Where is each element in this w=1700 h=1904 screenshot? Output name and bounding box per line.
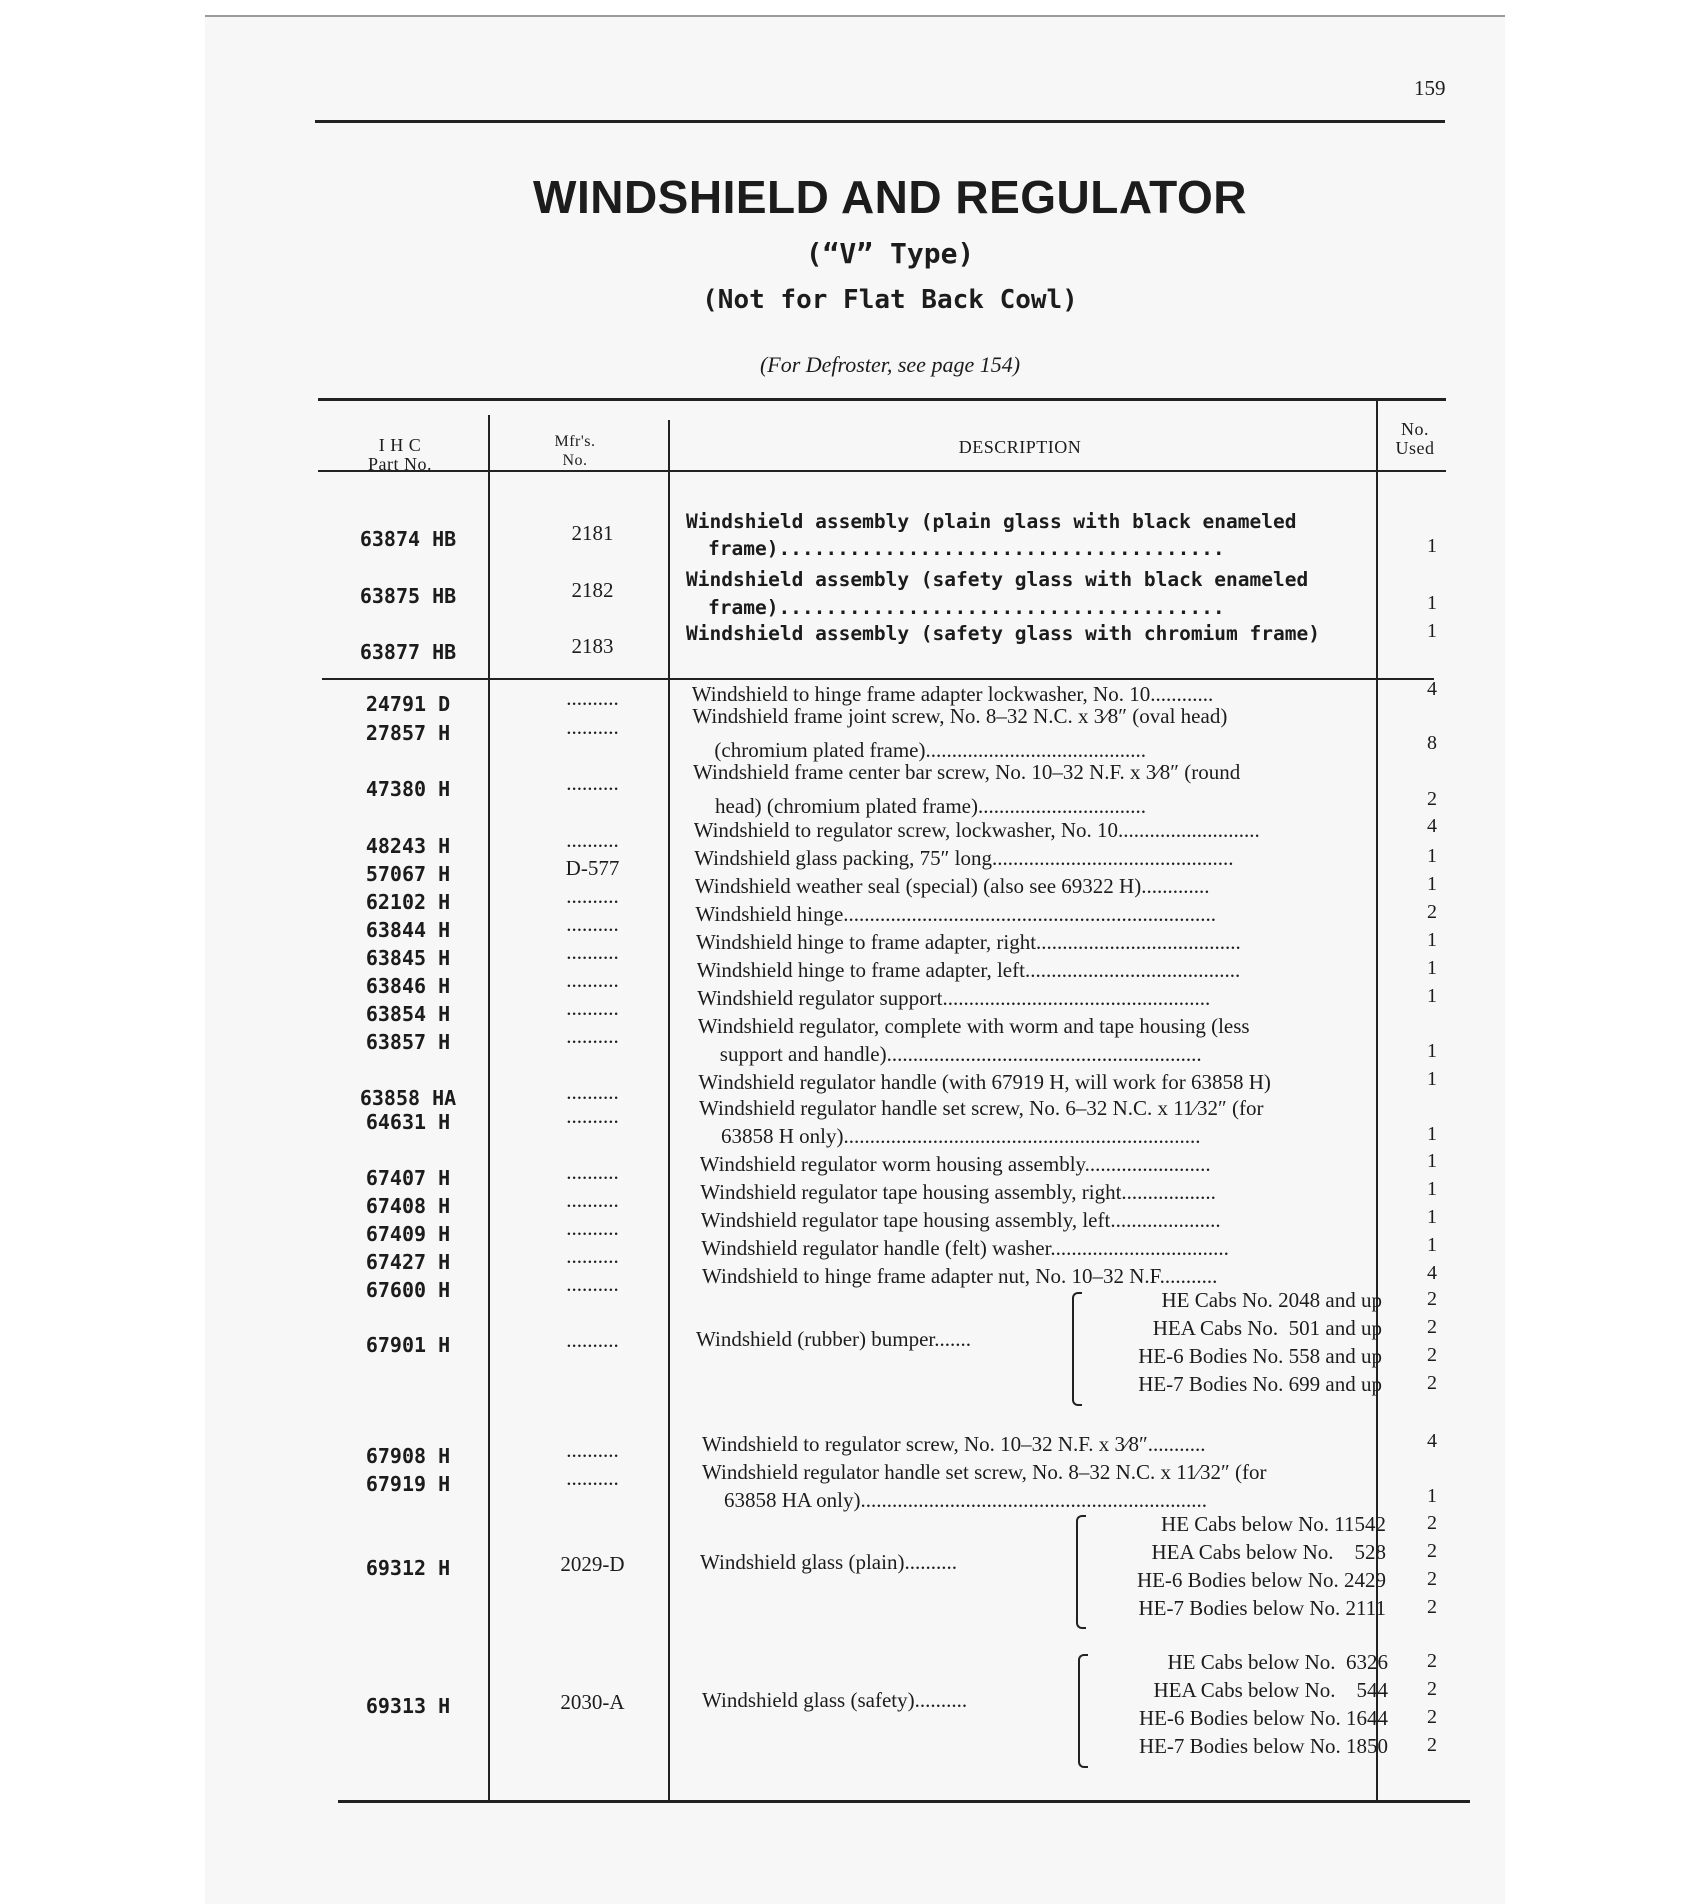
mfr-number: .......... — [566, 1104, 619, 1128]
description-continued: (chromium plated frame).......................................... — [714, 738, 1146, 762]
mfr-number: .......... — [566, 1438, 619, 1462]
application-label: HE-7 Bodies No. 699 and up — [1138, 1372, 1382, 1396]
mfr-number: .......... — [566, 912, 619, 936]
description: Windshield to regulator screw, lockwasher, No. 10........................... — [693, 818, 1260, 842]
part-number: 47380 H — [365, 777, 451, 801]
mfr-number: .......... — [566, 1080, 619, 1104]
part-number: 67600 H — [365, 1278, 451, 1302]
application-label: HE Cabs No. 2048 and up — [1161, 1288, 1382, 1312]
mfr-number: .......... — [566, 1328, 619, 1352]
application-label: HE-6 Bodies below No. 1644 — [1138, 1706, 1388, 1730]
description: Windshield assembly (safety glass with chromium frame) — [686, 622, 1320, 645]
application-label: HE-7 Bodies below No. 1850 — [1138, 1734, 1388, 1758]
part-number: 27857 H — [365, 721, 451, 745]
application-label: HE Cabs below No. 11542 — [1161, 1512, 1386, 1536]
description: Windshield regulator worm housing assembly........................ — [699, 1152, 1211, 1176]
part-number: 69312 H — [365, 1556, 451, 1580]
application-label: HEA Cabs No. 501 and up — [1152, 1316, 1382, 1340]
header-part-line2: Part No. — [368, 454, 432, 474]
header-part-line1: I H C — [378, 435, 422, 455]
application-label: HEA Cabs below No. 544 — [1153, 1678, 1388, 1702]
quantity-used: 2 — [1427, 1316, 1437, 1338]
description: Windshield regulator handle (felt) washer.................................. — [701, 1236, 1229, 1260]
description-continued: frame)...................................... — [708, 537, 1225, 560]
quantity-used: 1 — [1427, 535, 1437, 557]
mfr-number: 2181 — [571, 521, 614, 545]
quantity-used: 4 — [1427, 1430, 1437, 1452]
quantity-used: 4 — [1427, 815, 1437, 837]
description: Windshield (rubber) bumper....... — [696, 1327, 972, 1351]
quantity-used: 1 — [1427, 845, 1437, 867]
mfr-number: .......... — [566, 1024, 619, 1048]
quantity-used: 2 — [1427, 1734, 1437, 1756]
description: Windshield regulator support................................................... — [697, 986, 1211, 1010]
part-number: 62102 H — [365, 890, 451, 914]
mfr-number: .......... — [566, 996, 619, 1020]
part-number: 63877 HB — [359, 640, 457, 664]
description: Windshield hinge....................................................................... — [695, 902, 1217, 926]
mfr-number: .......... — [566, 771, 619, 795]
quantity-used: 2 — [1427, 1372, 1437, 1394]
description: Windshield to hinge frame adapter nut, No. 10–32 N.F........... — [702, 1264, 1218, 1288]
quantity-used: 2 — [1427, 1512, 1437, 1534]
header-mfr-line1: Mfr's. — [554, 433, 596, 450]
header-used-line2: Used — [1395, 438, 1435, 458]
part-number: 63844 H — [365, 918, 451, 942]
quantity-used: 2 — [1427, 788, 1437, 810]
header-used-line1: No. — [1401, 419, 1429, 439]
description: Windshield to hinge frame adapter lockwasher, No. 10............ — [691, 682, 1214, 706]
mfr-number: .......... — [566, 828, 619, 852]
quantity-used: 4 — [1427, 678, 1437, 700]
mfr-number: .......... — [566, 884, 619, 908]
part-number: 67427 H — [365, 1250, 451, 1274]
part-number: 63854 H — [365, 1002, 451, 1026]
header-no-used — [1385, 420, 1445, 458]
description-continued: frame)...................................... — [708, 596, 1225, 619]
quantity-used: 1 — [1427, 1068, 1437, 1090]
quantity-used: 2 — [1427, 901, 1437, 923]
description: Windshield frame joint screw, No. 8–32 N.C. x 3⁄8″ (oval head) — [692, 704, 1228, 728]
description: Windshield weather seal (special) (also see 69322 H)............. — [694, 874, 1210, 898]
description-continued: head) (chromium plated frame)................................ — [715, 794, 1146, 818]
quantity-used: 2 — [1427, 1568, 1437, 1590]
description-continued: 63858 HA only).................................................................. — [724, 1488, 1207, 1512]
description: Windshield to regulator screw, No. 10–32 N.F. x 3⁄8″........... — [702, 1432, 1206, 1456]
application-label: HEA Cabs below No. 528 — [1151, 1540, 1386, 1564]
quantity-used: 1 — [1427, 929, 1437, 951]
mfr-number: .......... — [566, 940, 619, 964]
quantity-used: 2 — [1427, 1706, 1437, 1728]
part-number: 57067 H — [365, 862, 451, 886]
quantity-used: 1 — [1427, 1178, 1437, 1200]
application-label: HE-6 Bodies below No. 2429 — [1136, 1568, 1386, 1592]
defroster-note: (For Defroster, see page 154) — [759, 352, 1021, 377]
description: Windshield regulator handle set screw, No. 6–32 N.C. x 11⁄32″ (for — [699, 1096, 1264, 1120]
part-number: 67408 H — [365, 1194, 451, 1218]
quantity-used: 1 — [1427, 957, 1437, 979]
quantity-used: 2 — [1427, 1596, 1437, 1618]
quantity-used: 1 — [1427, 1040, 1437, 1062]
mfr-number: 2182 — [571, 578, 614, 602]
mfr-number: .......... — [566, 686, 619, 710]
part-number: 63857 H — [365, 1030, 451, 1054]
quantity-used: 2 — [1427, 1288, 1437, 1310]
header-description: DESCRIPTION — [958, 437, 1082, 457]
part-number: 48243 H — [365, 834, 451, 858]
part-number: 69313 H — [365, 1694, 451, 1718]
quantity-used: 1 — [1427, 1485, 1437, 1507]
description: Windshield assembly (safety glass with black enameled — [686, 568, 1309, 591]
mfr-number: .......... — [566, 1244, 619, 1268]
page-subtitle: (“V” Type) — [805, 237, 975, 270]
quantity-used: 1 — [1427, 1234, 1437, 1256]
quantity-used: 8 — [1427, 732, 1437, 754]
table-top-rule — [318, 398, 1446, 401]
description: Windshield hinge to frame adapter, left......................................... — [696, 958, 1241, 982]
mfr-number: .......... — [566, 1216, 619, 1240]
quantity-used: 1 — [1427, 873, 1437, 895]
quantity-used: 2 — [1427, 1650, 1437, 1672]
part-number: 63846 H — [365, 974, 451, 998]
application-label: HE-6 Bodies No. 558 and up — [1138, 1344, 1382, 1368]
quantity-used: 2 — [1427, 1540, 1437, 1562]
mfr-number: D-577 — [565, 856, 620, 880]
description: Windshield regulator tape housing assembly, right.................. — [700, 1180, 1216, 1204]
description: Windshield assembly (plain glass with black enameled — [686, 510, 1297, 533]
page-subtitle-2: (Not for Flat Back Cowl) — [702, 285, 1078, 315]
part-number: 67409 H — [365, 1222, 451, 1246]
description: Windshield frame center bar screw, No. 10–32 N.F. x 3⁄8″ (round — [693, 760, 1241, 784]
part-number: 67407 H — [365, 1166, 451, 1190]
part-number: 67919 H — [365, 1472, 451, 1496]
part-number: 63858 HA — [359, 1086, 457, 1110]
mfr-number: 2029-D — [560, 1552, 625, 1576]
part-number: 64631 H — [365, 1110, 451, 1134]
quantity-used: 1 — [1427, 985, 1437, 1007]
page-top-edge — [205, 15, 1505, 17]
quantity-used: 1 — [1427, 1123, 1437, 1145]
part-number: 24791 D — [365, 692, 451, 716]
mfr-number: .......... — [566, 1272, 619, 1296]
mfr-number: .......... — [566, 1188, 619, 1212]
header-mfr-no — [530, 432, 620, 470]
description: Windshield glass (plain).......... — [700, 1550, 957, 1574]
part-number: 67901 H — [365, 1333, 451, 1357]
quantity-used: 2 — [1427, 1678, 1437, 1700]
description-continued: support and handle)............................................................ — [719, 1042, 1202, 1066]
description: Windshield glass packing, 75″ long.............................................. — [694, 846, 1234, 870]
description: Windshield regulator handle (with 67919 H, will work for 63858 H) — [698, 1070, 1271, 1094]
page-number: 159 — [1414, 76, 1446, 100]
quantity-used: 1 — [1427, 1150, 1437, 1172]
header-mfr-line2: No. — [562, 452, 588, 469]
table-bottom-rule — [338, 1800, 1470, 1803]
quantity-used: 2 — [1427, 1344, 1437, 1366]
quantity-used: 1 — [1427, 620, 1437, 642]
part-number: 67908 H — [365, 1444, 451, 1468]
description: Windshield regulator tape housing assembly, left..................... — [700, 1208, 1221, 1232]
quantity-used: 4 — [1427, 1262, 1437, 1284]
description: Windshield glass (safety).......... — [702, 1688, 968, 1712]
header-part-no — [340, 436, 460, 474]
part-number: 63875 HB — [359, 584, 457, 608]
description: Windshield regulator, complete with worm and tape housing (less — [697, 1014, 1250, 1038]
description-continued: 63858 H only).................................................................... — [721, 1124, 1201, 1148]
mfr-number: .......... — [566, 1160, 619, 1184]
plain-glass-brace — [1076, 1515, 1086, 1629]
part-number: 63845 H — [365, 946, 451, 970]
mfr-number: 2183 — [571, 634, 614, 658]
mfr-number: .......... — [566, 715, 619, 739]
mfr-number: 2030-A — [560, 1690, 625, 1714]
header-rule — [315, 120, 1445, 123]
quantity-used: 1 — [1427, 592, 1437, 614]
safety-glass-brace — [1078, 1654, 1088, 1768]
page-title: WINDSHIELD AND REGULATOR — [533, 171, 1247, 223]
mfr-number: .......... — [566, 968, 619, 992]
application-label: HE-7 Bodies below No. 2111 — [1138, 1596, 1386, 1620]
description: Windshield hinge to frame adapter, right....................................... — [696, 930, 1241, 954]
description: Windshield regulator handle set screw, No. 8–32 N.C. x 11⁄32″ (for — [702, 1460, 1267, 1484]
mfr-number: .......... — [566, 1466, 619, 1490]
part-number: 63874 HB — [359, 527, 457, 551]
application-label: HE Cabs below No. 6326 — [1167, 1650, 1388, 1674]
quantity-used: 1 — [1427, 1206, 1437, 1228]
bumper-brace — [1072, 1292, 1082, 1406]
